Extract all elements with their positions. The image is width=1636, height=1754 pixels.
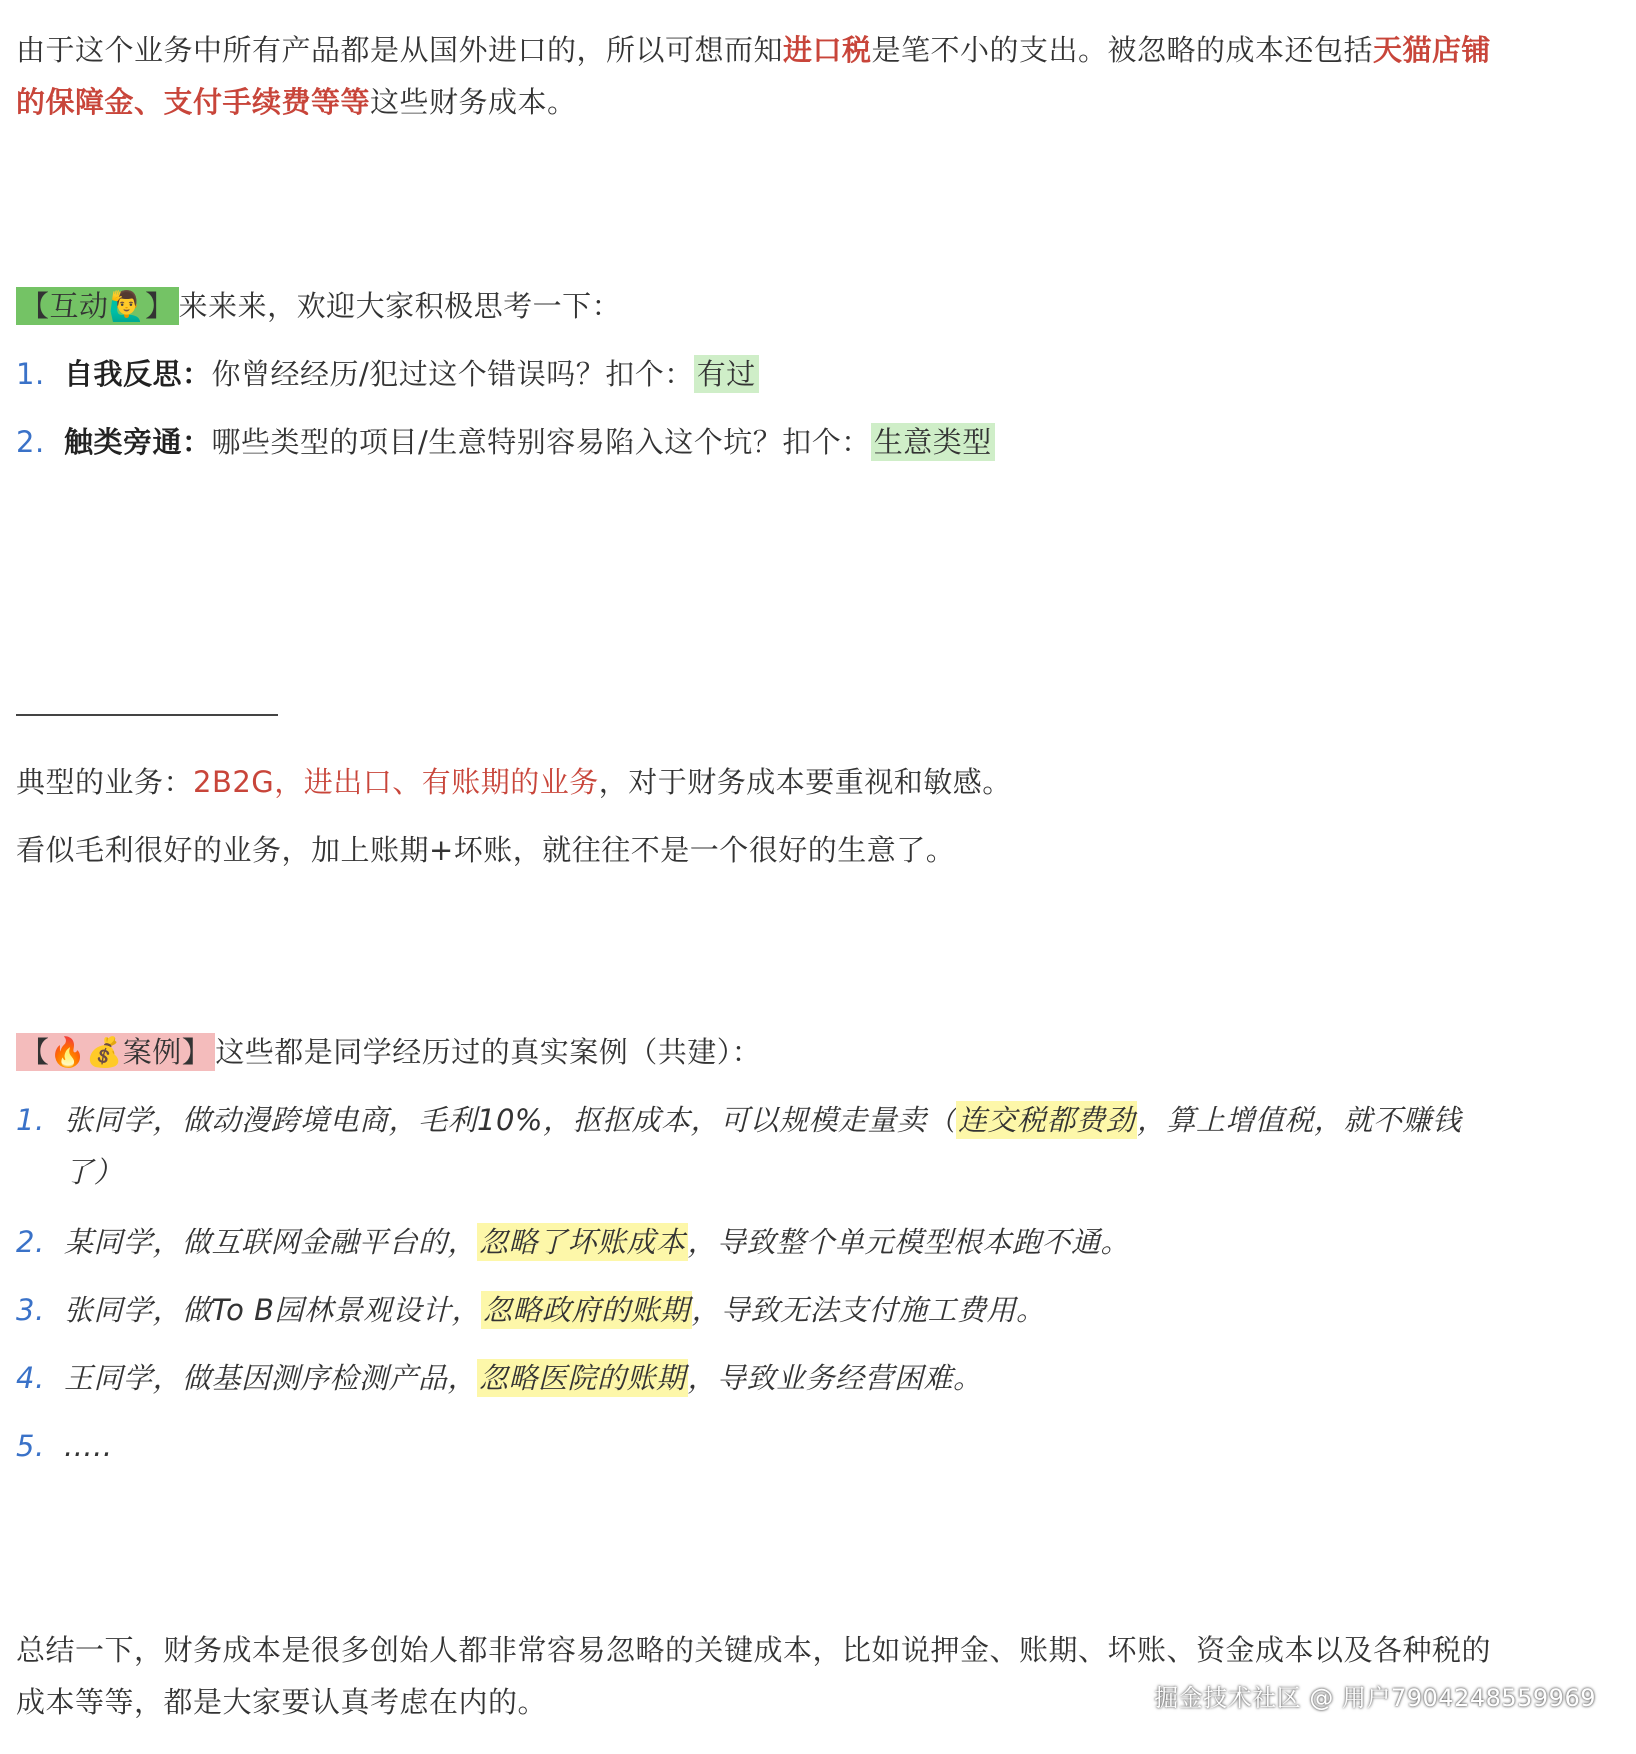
- answer-badge: 生意类型: [871, 423, 995, 461]
- highlight-tmall: 天猫店铺: [1373, 33, 1492, 67]
- intro-paragraph-line1: 由于这个业务中所有产品都是从国外进口的，所以可想而知进口税是笔不小的支出。被忽略的成本还包括天猫店铺: [16, 33, 1492, 67]
- list-item: 5. .....: [16, 1429, 113, 1463]
- answer-badge: 有过: [694, 355, 759, 393]
- cases-heading: 【🔥💰案例】 这些都是同学经历过的真实案例（共建）：: [16, 1026, 761, 1078]
- list-item: 1. 自我反思：你曾经经历/犯过这个错误吗？扣个： 有过: [16, 348, 759, 400]
- list-item: 1. 张同学，做动漫跨境电商，毛利10%，抠抠成本，可以规模走量卖（连交税都费劲，算上增值税，就不赚钱: [16, 1103, 1462, 1137]
- typical-paragraph: 典型的业务：2B2G，进出口、有账期的业务，对于财务成本要重视和敏感。: [16, 765, 1012, 799]
- list-item: 2. 触类旁通：哪些类型的项目/生意特别容易陷入这个坑？扣个： 生意类型: [16, 416, 995, 468]
- highlight-fees: 的保障金、支付手续费等等: [16, 85, 371, 119]
- cases-tag: 【🔥💰案例】: [16, 1033, 215, 1071]
- list-item: 2. 某同学，做互联网金融平台的，忽略了坏账成本，导致整个单元模型根本跑不通。: [16, 1225, 1131, 1259]
- watermark: 掘金技术社区 @ 用户7904248559969: [1154, 1684, 1596, 1712]
- list-item-continuation: 了）: [64, 1155, 124, 1189]
- divider: [16, 714, 278, 716]
- typical-highlight: 2B2G，进出口、有账期的业务: [193, 765, 599, 799]
- list-item: 4. 王同学，做基因测序检测产品，忽略医院的账期，导致业务经营困难。: [16, 1361, 983, 1395]
- summary-line2: 成本等等，都是大家要认真考虑在内的。: [16, 1685, 548, 1719]
- interact-heading: 【互动🙋‍♂️】 来来来，欢迎大家积极思考一下：: [16, 280, 621, 332]
- typical-paragraph-2: 看似毛利很好的业务，加上账期+坏账，就往往不是一个很好的生意了。: [16, 833, 956, 867]
- intro-paragraph-line2: 的保障金、支付手续费等等这些财务成本。: [16, 85, 577, 119]
- list-item: 3. 张同学，做To B园林景观设计，忽略政府的账期，导致无法支付施工费用。: [16, 1293, 1046, 1327]
- summary-line1: 总结一下，财务成本是很多创始人都非常容易忽略的关键成本，比如说押金、账期、坏账、资金成本以及各种税的: [16, 1633, 1492, 1667]
- highlight-import-tax: 进口税: [783, 33, 872, 67]
- interact-tag: 【互动🙋‍♂️】: [16, 287, 179, 325]
